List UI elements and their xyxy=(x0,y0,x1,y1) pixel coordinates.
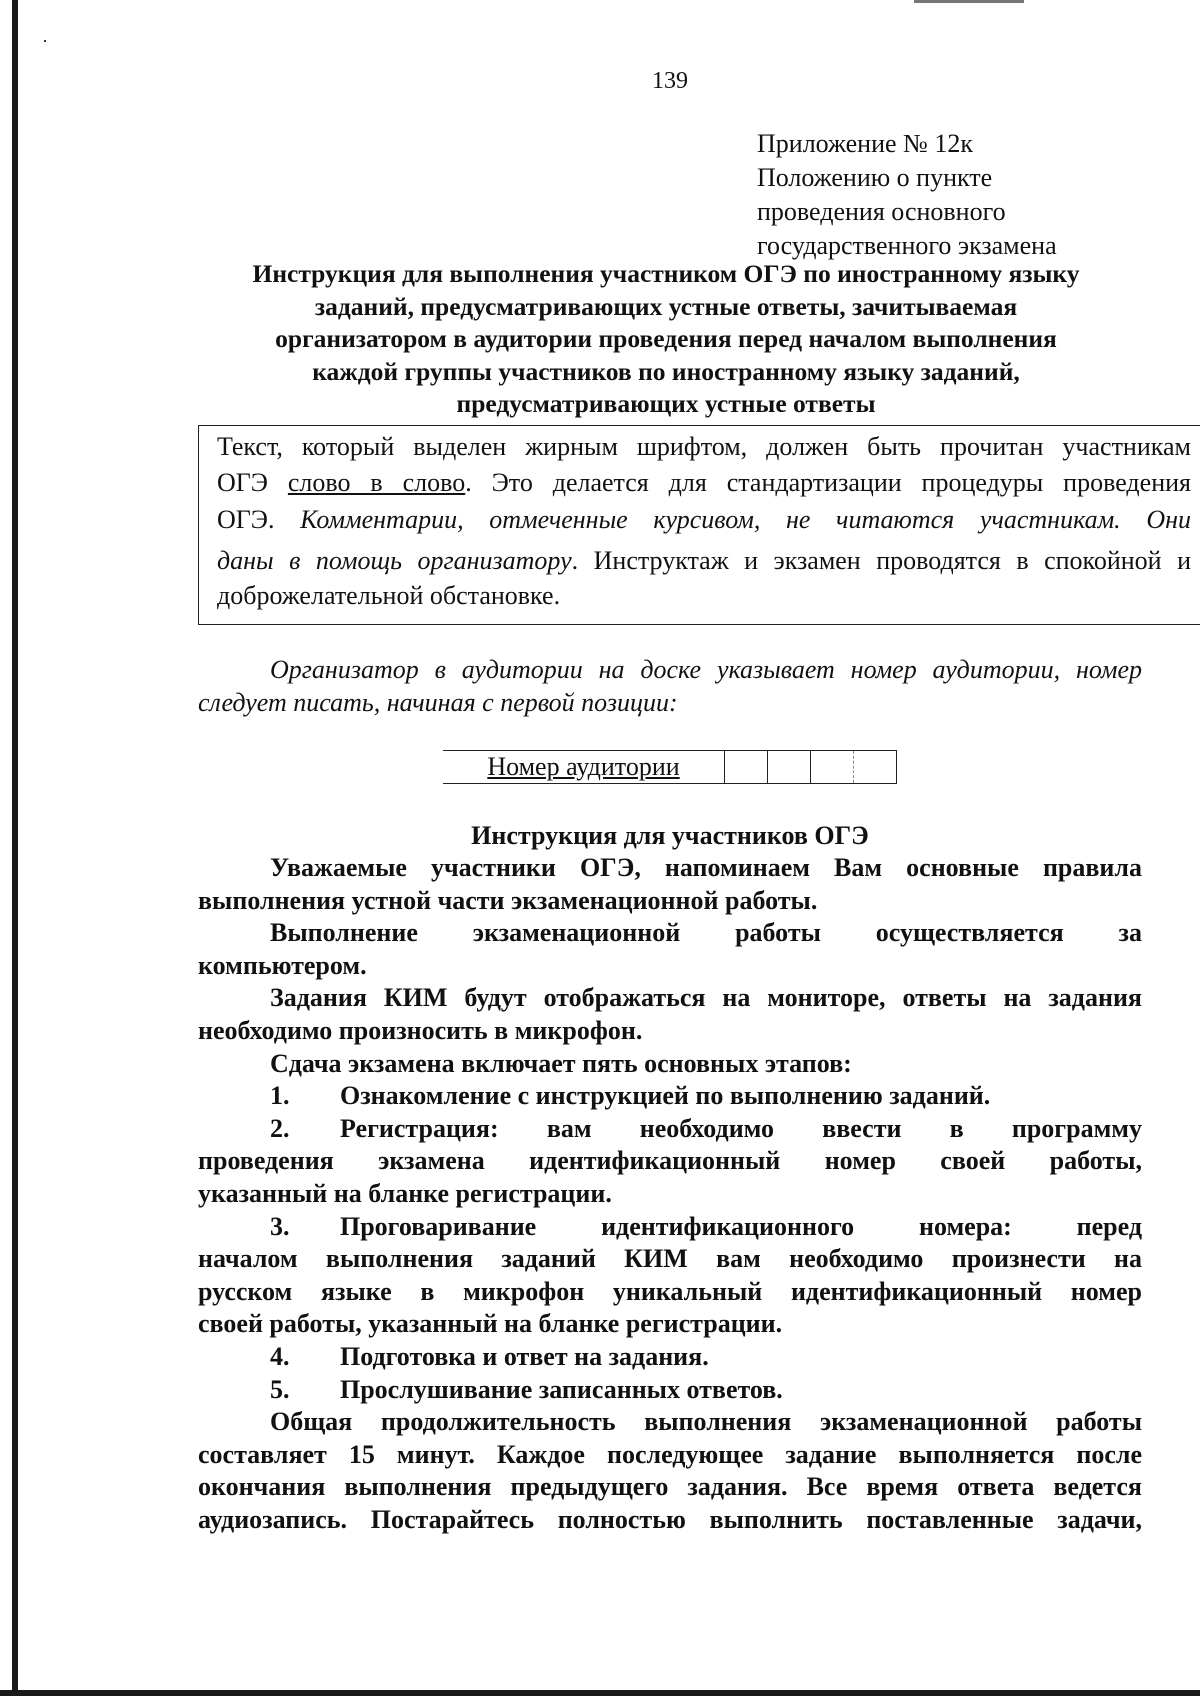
paragraph-line: компьютером. xyxy=(198,950,367,980)
list-item: 3. Проговаривание идентификационного номера: перед xyxy=(198,1211,1142,1244)
annex-line: проведения основного xyxy=(757,197,1006,226)
organizer-note-line: Организатор в аудитории на доске указывает номер аудитории, номер xyxy=(270,655,1142,684)
section-title: Инструкция для участников ОГЭ xyxy=(471,821,869,850)
list-number: 1. xyxy=(270,1081,290,1111)
list-number: 4. xyxy=(270,1341,290,1371)
document-title xyxy=(198,258,1134,421)
underlined-text: слово в слово xyxy=(287,468,466,497)
organizer-note xyxy=(198,653,1142,719)
title-line: заданий, предусматривающих устные ответы, зачитываемая xyxy=(314,291,1018,321)
paragraph-line: указанный на бланке регистрации. xyxy=(198,1178,612,1208)
paragraph-line: необходимо произносить в микрофон. xyxy=(198,1015,643,1045)
list-item: 2. Регистрация: вам необходимо ввести в программу xyxy=(198,1113,1142,1146)
annex-line: Приложение № 12к xyxy=(757,129,973,158)
scan-left-border xyxy=(12,0,18,1696)
list-item: 5. Прослушивание записанных ответов. xyxy=(198,1374,1142,1407)
paragraph-line: Выполнение экзаменационной работы осуществляется за xyxy=(270,918,1142,948)
paragraph-line: Задания КИМ будут отображаться на мониторе, ответы на задания xyxy=(270,983,1142,1013)
annex-line: Положению о пункте xyxy=(757,163,993,192)
title-line: организатором в аудитории проведения перед началом выполнения xyxy=(275,324,1057,353)
instruction-body xyxy=(198,852,1142,1536)
room-number-cell xyxy=(768,751,811,783)
paragraph-line: аудиозапись. Постарайтесь полностью выполнить поставленные задачи, xyxy=(198,1504,1142,1534)
list-number: 3. xyxy=(270,1211,290,1241)
list-item: 4. Подготовка и ответ на задания. xyxy=(198,1341,1142,1374)
paragraph-line: началом выполнения заданий КИМ вам необходимо произнести на xyxy=(198,1244,1142,1274)
paragraph-line: выполнения устной части экзаменационной работы. xyxy=(198,885,818,915)
paragraph-line: своей работы, указанный на бланке регистрации. xyxy=(198,1309,783,1339)
organizer-note-line: следует писать, начиная с первой позиции: xyxy=(198,688,678,717)
title-line: Инструкция для выполнения участником ОГЭ по иностранному языку xyxy=(252,259,1080,288)
list-number: 2. xyxy=(270,1113,290,1143)
room-number-label: Номер аудитории xyxy=(443,751,725,783)
notice-line: доброжелательной обстановке. xyxy=(217,581,561,610)
scan-corner-mark xyxy=(914,0,1024,3)
annex-reference xyxy=(757,127,1057,263)
italic-comment: Комментарии, отмеченные курсивом, не читаются участникам. Они xyxy=(300,505,1191,534)
paragraph-line: Сдача экзамена включает пять основных этапов: xyxy=(270,1048,852,1078)
annex-line: государственного экзамена xyxy=(757,231,1057,260)
notice-line: даны в помощь организатору. Инструктаж и экзамен проводятся в спокойной и xyxy=(217,546,1192,575)
notice-line: ОГЭ слово в слово. Это делается для стандартизации процедуры проведения xyxy=(217,468,1191,497)
scan-bottom-border xyxy=(0,1690,1200,1696)
paragraph-line: Общая продолжительность выполнения экзаменационной работы xyxy=(270,1407,1142,1437)
room-number-cell xyxy=(854,751,897,783)
page-number: 139 xyxy=(652,68,688,94)
notice-line: Текст, который выделен жирным шрифтом, должен быть прочитан участникам xyxy=(217,432,1191,461)
room-number-cell xyxy=(725,751,768,783)
scan-speck: · xyxy=(42,31,48,51)
notice-line: ОГЭ. Комментарии, отмеченные курсивом, не читаются участникам. Они xyxy=(217,505,1191,534)
paragraph-line: проведения экзамена идентификационный номер своей работы, xyxy=(198,1146,1142,1176)
paragraph-line: Уважаемые участники ОГЭ, напоминаем Вам основные правила xyxy=(270,853,1142,882)
list-item: 1. Ознакомление с инструкцией по выполнению заданий. xyxy=(198,1080,1142,1113)
italic-comment: даны в помощь организатору xyxy=(217,546,572,575)
list-number: 5. xyxy=(270,1374,290,1404)
title-line: каждой группы участников по иностранному языку заданий, xyxy=(312,356,1020,386)
title-line: предусматривающих устные ответы xyxy=(456,389,876,418)
paragraph-line: окончания выполнения предыдущего задания. Все время ответа ведется xyxy=(198,1472,1142,1502)
room-number-cell xyxy=(811,751,854,783)
paragraph-line: русском языке в микрофон уникальный идентификационный номер xyxy=(198,1276,1142,1306)
paragraph-line: составляет 15 минут. Каждое последующее задание выполняется после xyxy=(198,1439,1142,1469)
room-number-table xyxy=(443,750,897,784)
